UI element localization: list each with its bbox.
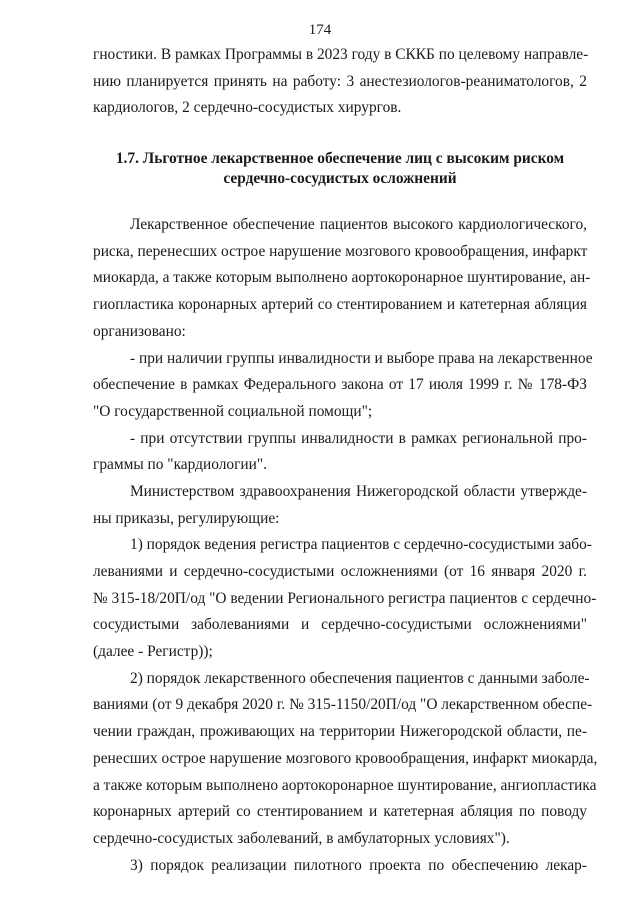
text-line: чении граждан, проживающих на территории Нижегородской области, пе-	[93, 723, 587, 741]
list-item-no-disability	[93, 426, 587, 479]
section-heading	[93, 149, 587, 189]
text-line: сосудистыми заболеваниями и сердечно-сосудистыми осложнениями"	[93, 616, 587, 634]
text-line: кардиологов, 2 сердечно-сосудистых хирургов.	[93, 99, 402, 117]
list-item-drug-order	[93, 666, 598, 853]
text-line: 1) порядок ведения регистра пациентов с сердечно-сосудистыми забо-	[130, 536, 592, 554]
list-item-pilot-project	[93, 853, 587, 880]
text-line: гностики. В рамках Программы в 2023 году в СККБ по целевому направле-	[93, 46, 589, 63]
text-line: миокарда, а также которым выполнено аортокоронарное шунтирование, ан-	[93, 269, 591, 287]
text-line: сердечно-сосудистых заболеваний, в амбулаторных условиях").	[93, 829, 510, 847]
text-line: нию планируется принять на работу: 3 анестезиологов-реаниматологов, 2	[93, 72, 587, 90]
page-number: 174	[308, 22, 332, 38]
list-item-disability	[93, 346, 593, 426]
heading-line: 1.7. Льготное лекарственное обеспечение лиц с высоким риском	[115, 150, 565, 168]
paragraph-drug-provision	[93, 212, 591, 345]
intro-paragraph	[93, 42, 587, 122]
text-line: коронарных артерий со стентированием и катетерная абляция по поводу	[93, 803, 587, 821]
text-line: Министерством здравоохранения Нижегородской области утвержде-	[130, 482, 587, 500]
text-line: риска, перенесших острое нарушение мозгового кровообращения, инфаркт	[93, 242, 588, 260]
paragraph-ministry-orders	[93, 479, 587, 532]
list-item-registry	[93, 532, 597, 665]
text-line: - при отсутствии группы инвалидности в рамках региональной про-	[130, 429, 587, 447]
text-line: граммы по "кардиологии".	[93, 456, 267, 474]
text-line: 2) порядок лекарственного обеспечения пациентов с данными заболе-	[130, 669, 590, 687]
text-line: ваниями (от 9 декабря 2020 г. № 315-1150/20П/од "О лекарственном обеспе-	[93, 696, 593, 714]
text-line: организовано:	[93, 322, 186, 340]
text-line: обеспечение в рамках Федерального закона от 17 июля 1999 г. № 178-ФЗ	[93, 376, 587, 394]
heading-line: сердечно-сосудистых осложнений	[223, 170, 457, 188]
text-line: Лекарственное обеспечение пациентов высокого кардиологического,	[130, 216, 587, 234]
text-line: гиопластика коронарных артерий со стентированием и катетерная абляция	[93, 296, 587, 314]
text-line: а также которым выполнено аортокоронарное шунтирование, ангиопластика	[93, 776, 597, 794]
text-line: леваниями и сердечно-сосудистыми осложнениями (от 16 января 2020 г.	[93, 563, 587, 580]
text-line: 3) порядок реализации пилотного проекта по обеспечению лекар-	[130, 856, 587, 874]
document-body	[93, 42, 598, 879]
text-line: (далее - Регистр));	[93, 643, 213, 661]
text-line: - при наличии группы инвалидности и выборе права на лекарственное	[130, 349, 593, 367]
text-line: "О государственной социальной помощи";	[93, 402, 373, 420]
text-line: ренесших острое нарушение мозгового кровообращения, инфаркт миокарда,	[93, 749, 598, 767]
text-line: № 315-18/20П/од "О ведении Регионального регистра пациентов с сердечно-	[93, 589, 597, 607]
text-line: ны приказы, регулирующие:	[93, 509, 280, 527]
